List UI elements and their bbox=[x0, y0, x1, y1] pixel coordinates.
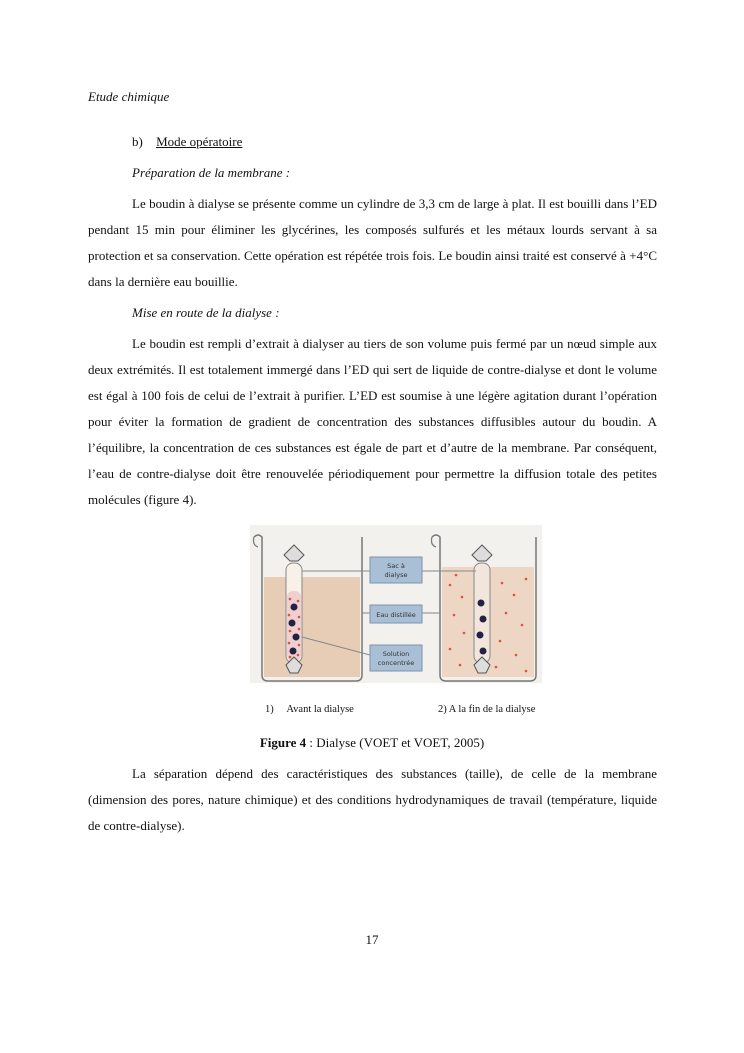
label-eau: Eau distillée bbox=[376, 611, 416, 619]
figure-caption-text: : Dialyse (VOET et VOET, 2005) bbox=[306, 735, 485, 750]
section-title: Mode opératoire bbox=[156, 134, 243, 149]
running-header: Etude chimique bbox=[88, 89, 170, 104]
subheading-membrane: Préparation de la membrane : bbox=[132, 165, 291, 180]
subcaption-before-num: 1) bbox=[265, 704, 274, 715]
subheading-dialyse: Mise en route de la dialyse : bbox=[132, 305, 280, 320]
label-sac-2: dialyse bbox=[384, 571, 408, 579]
section-heading bbox=[132, 134, 242, 150]
paragraph-membrane: Le boudin à dialyse se présente comme un cylindre de 3,3 cm de large à plat. Il est bouilli dans l’ED pendant 15 min pour éliminer les glycérines, les composés sulfurés et les métaux lourds servant à sa protection et sa conservation. Cette opération est répétée trois fois. Le boudin ainsi traité est conservé à +4°C dans la dernière eau bouillie. bbox=[88, 196, 657, 289]
figure-caption bbox=[0, 735, 744, 751]
page-number: 17 bbox=[365, 932, 379, 947]
label-sac-1: Sac à bbox=[387, 562, 405, 570]
dialysis-illustration bbox=[250, 525, 542, 683]
paragraph-separation: La séparation dépend des caractéristiques des substances (taille), de celle de la membrane (dimension des pores, nature chimique) et des conditions hydrodynamiques de travail (température, liquide de contre-dialyse). bbox=[88, 766, 657, 833]
label-solution-1: Solution bbox=[382, 650, 410, 658]
label-solution-2: concentrée bbox=[377, 659, 415, 667]
paragraph-dialyse: Le boudin est rempli d’extrait à dialyser au tiers de son volume puis fermé par un nœud simple aux deux extrémités. Il est totalement immergé dans l’ED qui sert de liquide de contre-dialyse et dont le volume est égal à 100 fois de celui de l’extrait à purifier. L’ED est soumise à une légère agitation durant l’opération pour éviter la formation de gradient de concentration des substances diffusibles autour du boudin. A l’équilibre, la concentration de ces substances est égale de part et d’autre de la membrane. Par conséquent, l’eau de contre-dialyse doit être renouvelée périodiquement pour permettre la diffusion totale des petites molécules (figure 4). bbox=[88, 336, 657, 507]
subcaption-before-text: Avant la dialyse bbox=[286, 704, 354, 715]
subcaption-after: 2) A la fin de la dialyse bbox=[438, 704, 536, 715]
figure-caption-label: Figure 4 bbox=[259, 735, 307, 750]
section-label: b) bbox=[132, 134, 143, 149]
subcaption-before bbox=[265, 704, 354, 715]
dialysis-figure bbox=[250, 525, 542, 683]
